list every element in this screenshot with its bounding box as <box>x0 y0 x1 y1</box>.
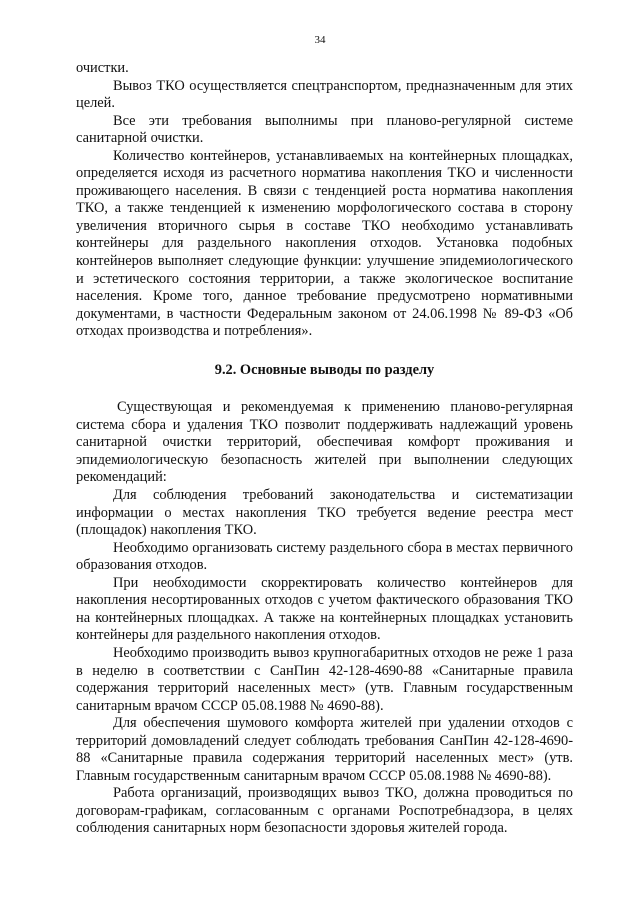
paragraph: Количество контейнеров, устанавливаемых на контейнерных площадках, определяется исходя из расчетного норматива накопления ТКО и численности проживающего населения. В связи с тенденцией роста норматива накопления ТКО, а также тенденцией к изменению морфологического состава в сторону увеличения вторичного сырья в составе ТКО необходимо устанавливать контейнеры для раздельного накопления отходов. Установка подобных контейнеров выполняет следующие функции: улучшение эпидемиологического и эстетического состояния территории, а также экологическое воспитание населения. Кроме того, данное требование предусмотрено нормативными документами, в частности Федеральным законом от 24.06.1998 № 89-ФЗ «Об отходах производства и потребления». <box>76 147 573 340</box>
paragraph: Необходимо организовать систему раздельного сбора в местах первичного образования отходов. <box>76 539 573 574</box>
paragraph: Вывоз ТКО осуществляется спецтранспортом, предназначенным для этих целей. <box>76 77 573 112</box>
paragraph: При необходимости скорректировать количество контейнеров для накопления несортированных отходов с учетом фактического образования ТКО на контейнерных площадках. А также на контейнерных площадках установить контейнеры для раздельного накопления отходов. <box>76 574 573 644</box>
page-number: 34 <box>314 34 326 46</box>
paragraph: Работа организаций, производящих вывоз ТКО, должна проводиться по договорам-графикам, согласованным с органами Роспотребнадзора, в целях соблюдения санитарных норм безопасности здоровья жителей города. <box>76 785 573 837</box>
paragraph: Все эти требования выполнимы при планово-регулярной системе санитарной очистки. <box>76 112 573 147</box>
paragraph: Необходимо производить вывоз крупногабаритных отходов не реже 1 раза в неделю в соответствии с СанПин 42-128-4690-88 «Санитарные правила содержания территорий населенных мест» (утв. Главным государственным санитарным врачом СССР 05.08.1988 № 4690-88). <box>76 644 573 714</box>
paragraph: Для соблюдения требований законодательства и систематизации информации о местах накопления ТКО требуется ведение реестра мест (площадок) накопления ТКО. <box>76 487 573 539</box>
paragraph: Для обеспечения шумового комфорта жителей при удалении отходов с территорий домовладений следует соблюдать требования СанПин 42-128-4690-88 «Санитарные правила содержания территорий населенных мест» (утв. Главным государственным санитарным врачом СССР 05.08.1988 № 4690-88). <box>76 715 573 784</box>
paragraph: Существующая и рекомендуемая к применению планово-регулярная система сбора и удаления ТКО позволит поддерживать надлежащий уровень санитарной очистки территорий, обеспечивая комфорт проживания и эпидемиологическую безопасность жителей при выполнении следующих рекомендаций: <box>76 399 573 486</box>
section-heading: 9.2. Основные выводы по разделу <box>214 361 435 378</box>
paragraph: очистки. <box>76 60 129 76</box>
document-body <box>76 60 573 838</box>
